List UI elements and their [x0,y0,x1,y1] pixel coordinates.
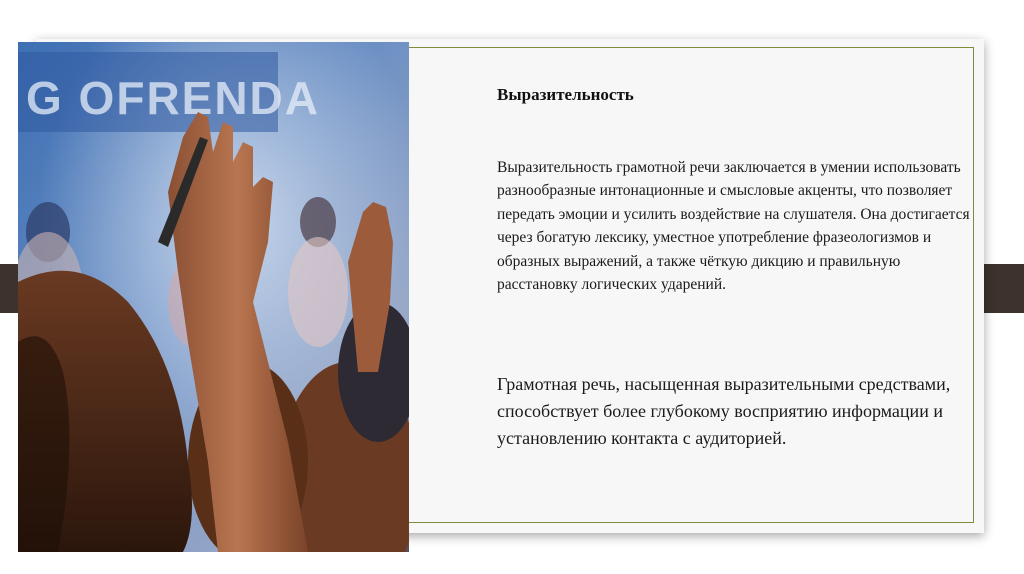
audience-raised-hands-photo [18,42,409,552]
slide-paragraph-2: Грамотная речь, насыщенная выразительными средствами, способствует более глубокому восприятию информации и установлению контакта с аудиторией. [497,374,951,448]
slide-title: Выразительность [497,85,634,104]
stage-sign-text: G OFRENDA [26,72,320,124]
left-accent-bar [0,264,18,313]
slide-paragraph-1: Выразительность грамотной речи заключается в умении использовать разнообразные интонационные и смысловые акценты, что позволяет передать эмоции и усилить воздействие на слушателя. Она достигается через богатую лексику, уместное употребление фразеологизмов и образных выражений, а также чёткую дикцию и правильную расстановку логических ударений. [497,159,970,294]
